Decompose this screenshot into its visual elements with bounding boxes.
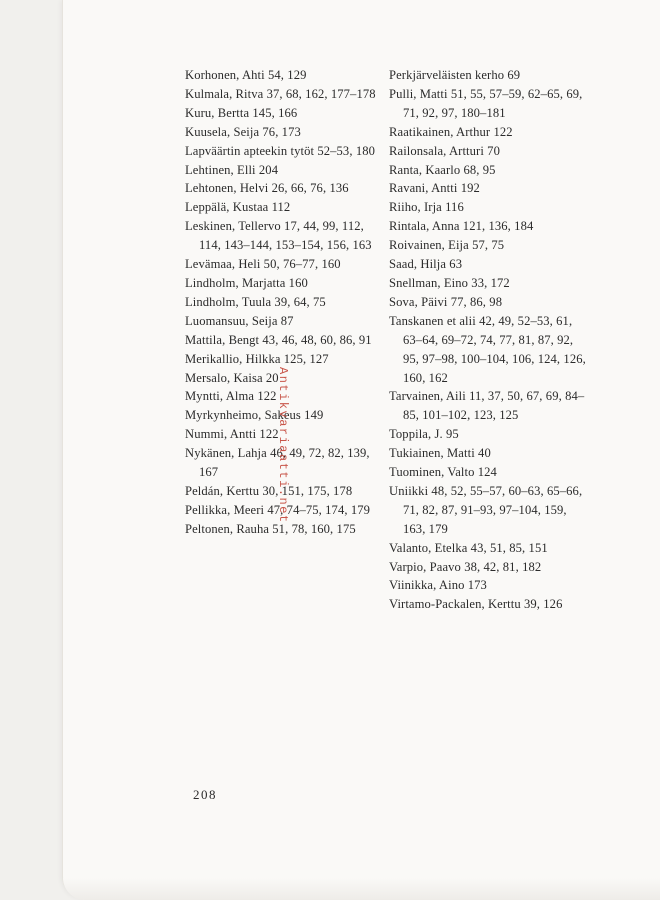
index-entry: Mersalo, Kaisa 20 [185,370,279,385]
index-entry: Mattila, Bengt 43, 46, 48, 60, 86, 91 [185,332,372,347]
index-entry: Myntti, Alma 122 [185,389,277,404]
index-entry: Virtamo-Packalen, Kerttu 39, 126 [389,597,563,612]
index-entry: Uniikki 48, 52, 55–57, 60–63, 65–66, 71, 82, 87, 91–93, 97–104, 159, 163, 179 [389,483,583,536]
index-entry: Lindholm, Marjatta 160 [185,275,308,290]
index-entry: Levämaa, Heli 50, 76–77, 160 [185,257,341,272]
index-entry: Roivainen, Eija 57, 75 [389,238,505,253]
index-entry: Ravani, Antti 192 [389,181,480,196]
index-entry: Tukiainen, Matti 40 [389,446,491,461]
index-entry: Peldán, Kerttu 30, 151, 175, 178 [185,483,353,498]
index-entry: Pulli, Matti 51, 55, 57–59, 62–65, 69, 71, 92, 97, 180–181 [389,86,583,120]
index-entry: Raatikainen, Arthur 122 [389,124,513,139]
index-entry: Korhonen, Ahti 54, 129 [185,68,307,82]
index-entry: Snellman, Eino 33, 172 [389,275,510,290]
index-entry: Perkjärveläisten kerho 69 [389,68,521,82]
index-entry: Kuru, Bertta 145, 166 [185,105,298,120]
index-entry: Kuusela, Seija 76, 173 [185,124,301,139]
index-entry: Leppälä, Kustaa 112 [185,200,291,215]
index-entry: Pellikka, Meeri 47, 74–75, 174, 179 [185,502,371,517]
index-entry: Lehtonen, Helvi 26, 66, 76, 136 [185,181,349,196]
index-entry: Tanskanen et alii 42, 49, 52–53, 61, 63–64, 69–72, 74, 77, 81, 87, 92, 95, 97–98, 100–104, 106, 124, 126, 160, 162 [389,313,586,385]
index-entry: Myrkynheimo, Sakeus 149 [185,408,324,423]
index-entry: Luomansuu, Seija 87 [185,313,294,328]
index-entry: Kulmala, Ritva 37, 68, 162, 177–178 [185,86,376,101]
index-entry: Rintala, Anna 121, 136, 184 [389,219,534,234]
index-entry: Nummi, Antti 122 [185,427,279,442]
index-entry: Lapväärtin apteekin tytöt 52–53, 180 [185,143,376,158]
index-entry: Ranta, Kaarlo 68, 95 [389,162,496,177]
index-entry: Tarvainen, Aili 11, 37, 50, 67, 69, 84–85, 101–102, 123, 125 [389,389,585,423]
index-entry: Leskinen, Tellervo 17, 44, 99, 112, 114, 143–144, 153–154, 156, 163 [185,219,372,253]
index-entry: Tuominen, Valto 124 [389,465,497,480]
index-entry: Valanto, Etelka 43, 51, 85, 151 [389,540,548,555]
index-entry: Peltonen, Rauha 51, 78, 160, 175 [185,521,356,536]
page-number: 208 [193,787,217,802]
index-entry: Nykänen, Lahja 46, 49, 72, 82, 139, 167 [185,446,370,480]
index-entry: Viinikka, Aino 173 [389,578,487,593]
index-entry: Varpio, Paavo 38, 42, 81, 182 [389,559,542,574]
index-entry: Riiho, Irja 116 [389,200,464,215]
index-entry: Railonsala, Artturi 70 [389,143,500,158]
index-entry: Toppila, J. 95 [389,427,459,442]
index-entry: Lehtinen, Elli 204 [185,162,279,177]
index-entry: Saad, Hilja 63 [389,257,463,272]
index-column-right [389,66,589,614]
index-entry: Sova, Päivi 77, 86, 98 [389,294,503,309]
watermark-text: Antikvariaatti.net [276,367,290,524]
index-entry: Lindholm, Tuula 39, 64, 75 [185,294,326,309]
index-entry: Merikallio, Hilkka 125, 127 [185,351,329,366]
